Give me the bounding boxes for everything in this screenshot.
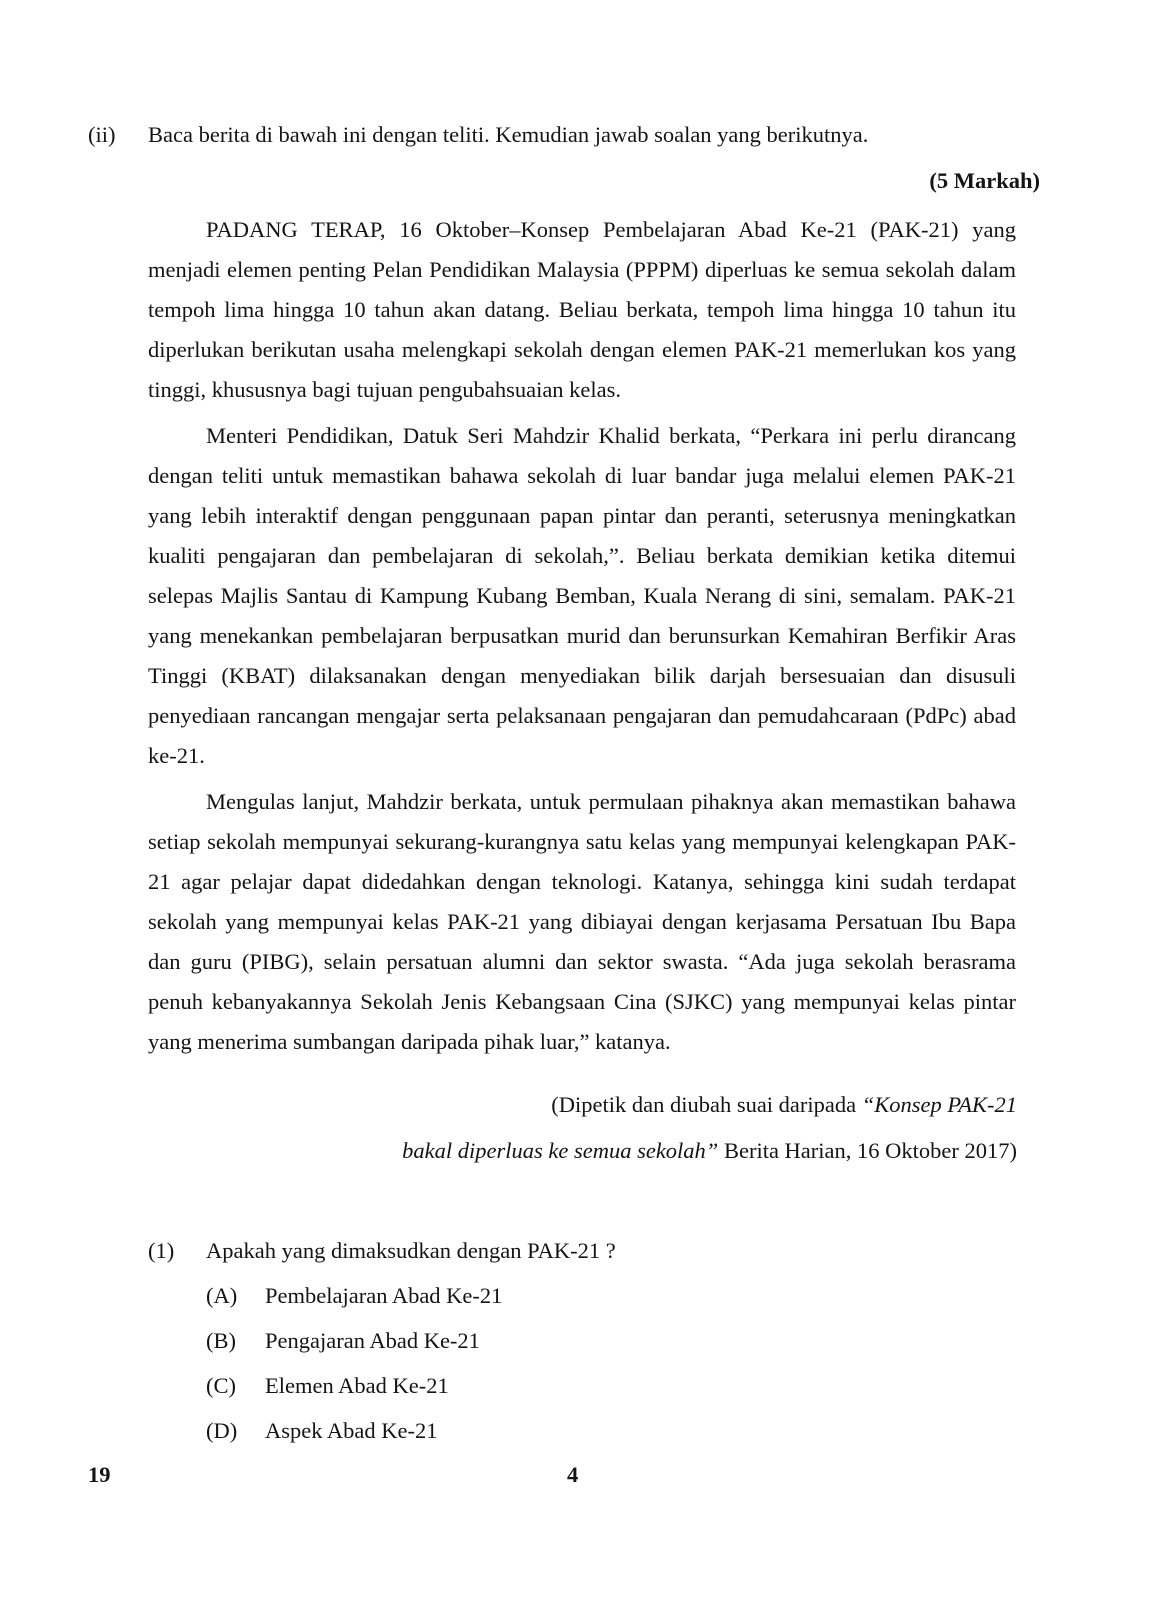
- option-c-letter: (C): [206, 1373, 236, 1398]
- option-a-letter: (A): [206, 1283, 238, 1308]
- article-paragraph-1: PADANG TERAP, 16 Oktober–Konsep Pembelajaran Abad Ke-21 (PAK-21) yang menjadi elemen penting Pelan Pendidikan Malaysia (PPPM) diperluas ke semua sekolah dalam tempoh lima hingga 10 tahun akan datang. Beliau berkata, tempoh lima hingga 10 tahun itu diperlukan berikutan usaha melengkapi sekolah dengan elemen PAK-21 memerlukan kos yang tinggi, khususnya bagi tujuan pengubahsuaian kelas.: [148, 217, 1016, 402]
- subquestion-text: Apakah yang dimaksudkan dengan PAK-21 ?: [206, 1238, 616, 1263]
- option-b-letter: (B): [206, 1328, 236, 1353]
- option-d-letter: (D): [206, 1418, 238, 1443]
- question-instruction: Baca berita di bawah ini dengan teliti. Kemudian jawab soalan yang berikutnya.: [148, 122, 869, 147]
- option-b-text: Pengajaran Abad Ke-21: [265, 1328, 480, 1353]
- article-source-line-2: [217, 1136, 1017, 1166]
- page-number: 4: [567, 1462, 579, 1487]
- article-source-line-1: [217, 1090, 1017, 1120]
- option-a-text: Pembelajaran Abad Ke-21: [265, 1283, 503, 1308]
- source-suffix: Berita Harian, 16 Oktober 2017): [718, 1138, 1017, 1163]
- source-prefix: (Dipetik dan diubah suai daripada: [551, 1092, 862, 1117]
- marks-label: (5 Markah): [929, 168, 1040, 193]
- option-d-text: Aspek Abad Ke-21: [265, 1418, 438, 1443]
- news-article: [148, 210, 1016, 1068]
- subquestion-number: (1): [148, 1238, 175, 1263]
- question-number: (ii): [88, 122, 116, 147]
- source-title-part-2: bakal diperluas ke semua sekolah”: [402, 1138, 719, 1163]
- article-paragraph-3: Mengulas lanjut, Mahdzir berkata, untuk permulaan pihaknya akan memastikan bahawa setiap sekolah mempunyai sekurang-kurangnya satu kelas yang mempunyai kelengkapan PAK-21 agar pelajar dapat didedahkan dengan teknologi. Katanya, sehingga kini sudah terdapat sekolah yang mempunyai kelas PAK-21 yang dibiayai dengan kerjasama Persatuan Ibu Bapa dan guru (PIBG), selain persatuan alumni dan sektor swasta. “Ada juga sekolah berasrama penuh kebanyakannya Sekolah Jenis Kebangsaan Cina (SJKC) yang mempunyai kelas pintar yang menerima sumbangan daripada pihak luar,” katanya.: [148, 789, 1016, 1054]
- source-title-part-1: “Konsep PAK-21: [861, 1092, 1017, 1117]
- footer-code: 19: [88, 1462, 111, 1487]
- article-paragraph-2: Menteri Pendidikan, Datuk Seri Mahdzir Khalid berkata, “Perkara ini perlu dirancang dengan teliti untuk memastikan bahawa sekolah di luar bandar juga melalui elemen PAK-21 yang lebih interaktif dengan penggunaan papan pintar dan peranti, seterusnya meningkatkan kualiti pengajaran dan pembelajaran di sekolah,”. Beliau berkata demikian ketika ditemui selepas Majlis Santau di Kampung Kubang Bemban, Kuala Nerang di sini, semalam. PAK-21 yang menekankan pembelajaran berpusatkan murid dan berunsurkan Kemahiran Berfikir Aras Tinggi (KBAT) dilaksanakan dengan menyediakan bilik darjah bersesuaian dan disusuli penyediaan rancangan mengajar serta pelaksanaan pengajaran dan pemudahcaraan (PdPc) abad ke-21.: [148, 423, 1016, 768]
- option-c-text: Elemen Abad Ke-21: [265, 1373, 449, 1398]
